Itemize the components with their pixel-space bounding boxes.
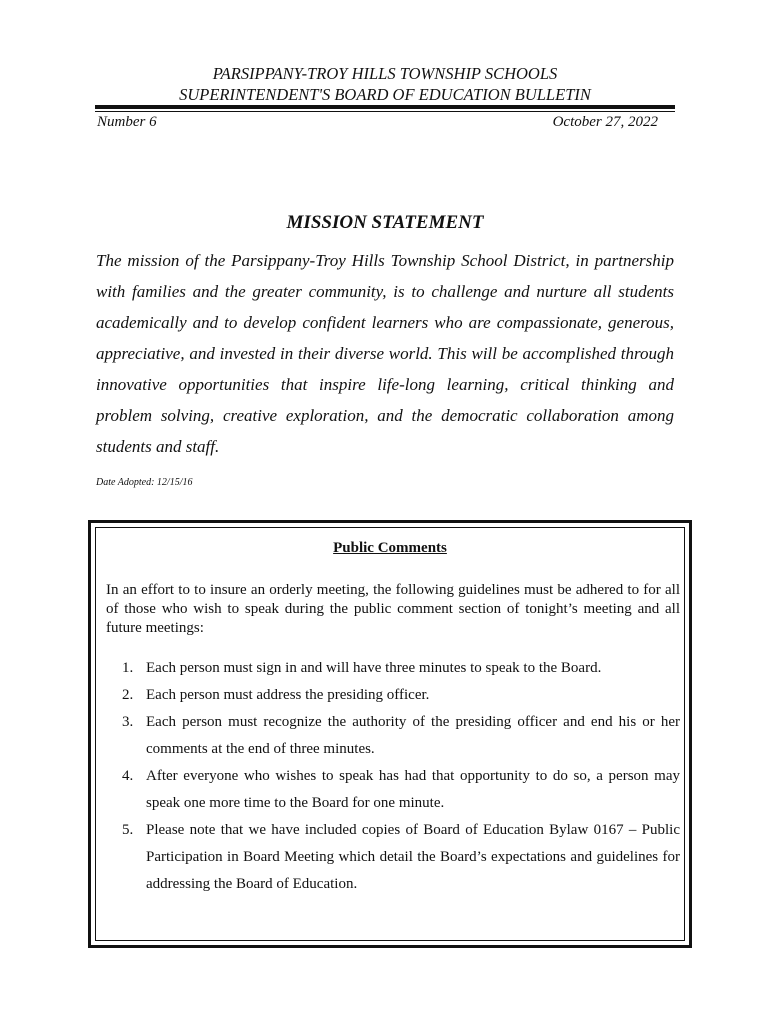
list-item [106, 709, 680, 763]
header-rule-thin [95, 111, 675, 112]
list-item-number: 3. [122, 714, 134, 730]
list-item-text: Each person must recognize the authority of the presiding officer and end his or her comments at the end of three minutes. [146, 714, 680, 757]
guidelines-list [106, 655, 680, 898]
list-item-text: After everyone who wishes to speak has had that opportunity to do so, a person may speak one more time to the Board for one minute. [146, 768, 680, 811]
public-comments-intro: In an effort to to insure an orderly meeting, the following guidelines must be adhered to for all of those who wish to speak during the public comment section of tonight’s meeting and all future meetings: [106, 582, 680, 636]
public-comments-title: Public Comments [333, 540, 447, 556]
bulletin-title: SUPERINTENDENT'S BOARD OF EDUCATION BULLETIN [179, 85, 591, 104]
bulletin-header [0, 63, 770, 105]
district-name: PARSIPPANY-TROY HILLS TOWNSHIP SCHOOLS [212, 64, 558, 83]
public-comments-inner-border [95, 527, 685, 941]
list-item [106, 682, 680, 709]
bulletin-number: Number 6 [97, 114, 157, 130]
list-item [106, 763, 680, 817]
list-item-text: Each person must sign in and will have three minutes to speak to the Board. [146, 660, 602, 676]
bulletin-date: October 27, 2022 [552, 114, 658, 130]
mission-body: The mission of the Parsippany-Troy Hills Township School District, in partnership with families and the greater community, is to challenge and nurture all students academically and to develop confident learners who are compassionate, generous, appreciative, and invested in their diverse world. This will be accomplished through innovative opportunities that inspire life-long learning, critical thinking and problem solving, creative exploration, and the democratic collaboration among students and staff. [96, 251, 674, 456]
list-item-text: Each person must address the presiding officer. [146, 687, 430, 703]
list-item-number: 5. [122, 822, 134, 838]
list-item-number: 2. [122, 687, 134, 703]
list-item-number: 4. [122, 768, 134, 784]
date-adopted: Date Adopted: 12/15/16 [96, 477, 193, 488]
list-item-text: Please note that we have included copies of Board of Education Bylaw 0167 – Public Participation in Board Meeting which detail the Board’s expectations and guidelines for addressing the Board of Education. [146, 822, 680, 892]
list-item-number: 1. [122, 660, 134, 676]
list-item [106, 817, 680, 898]
public-comments-box [88, 520, 692, 948]
list-item [106, 655, 680, 682]
mission-title: MISSION STATEMENT [286, 212, 484, 233]
header-rule-thick [95, 105, 675, 109]
